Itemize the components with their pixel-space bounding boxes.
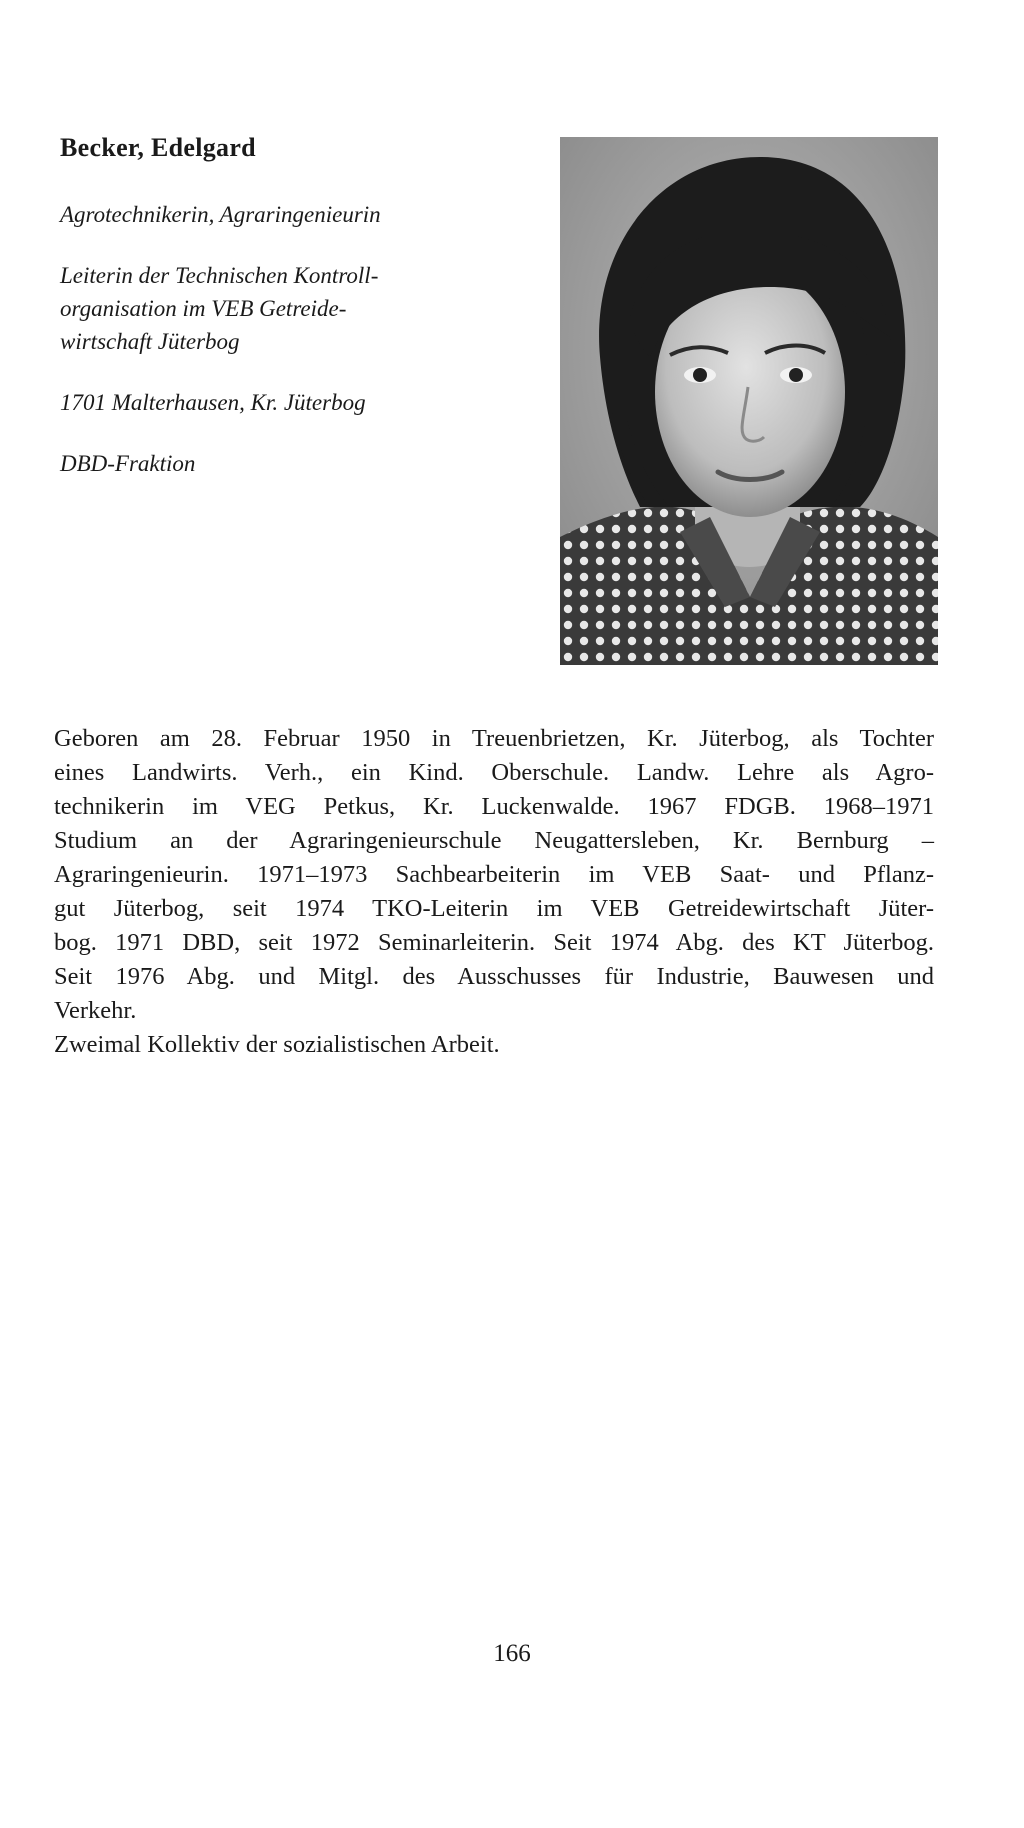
biography xyxy=(54,722,934,1062)
position xyxy=(60,259,530,358)
biography-line: Agraringenieurin. 1971–1973 Sachbearbeiterin im VEB Saat- und Pflanz- xyxy=(54,861,934,888)
biography-line: Geboren am 28. Februar 1950 in Treuenbrietzen, Kr. Jüterbog, als Tochter xyxy=(54,725,934,752)
faction: DBD-Fraktion xyxy=(60,451,196,476)
position-line: organisation im VEB Getreide- xyxy=(60,296,347,321)
biography-line: Verkehr. xyxy=(54,997,137,1024)
biography-line: bog. 1971 DBD, seit 1972 Seminarleiterin. Seit 1974 Abg. des KT Jüterbog. xyxy=(54,929,934,956)
position-line: Leiterin der Technischen Kontroll- xyxy=(60,263,379,288)
page-number: 166 xyxy=(493,1640,531,1667)
biography-line: Studium an der Agraringenieurschule Neugattersleben, Kr. Bernburg – xyxy=(54,827,934,854)
biography-line: Seit 1976 Abg. und Mitgl. des Ausschusses für Industrie, Bauwesen und xyxy=(54,963,934,990)
biography-line: eines Landwirts. Verh., ein Kind. Oberschule. Landw. Lehre als Agro- xyxy=(54,759,934,786)
position-line: wirtschaft Jüterbog xyxy=(60,329,240,354)
address: 1701 Malterhausen, Kr. Jüterbog xyxy=(60,390,366,415)
profession: Agrotechnikerin, Agraringenieurin xyxy=(60,202,381,227)
portrait-image xyxy=(560,137,938,665)
portrait-photo xyxy=(560,137,938,665)
biography-line: gut Jüterbog, seit 1974 TKO-Leiterin im VEB Getreidewirtschaft Jüter- xyxy=(54,895,934,922)
biography-line: technikerin im VEG Petkus, Kr. Luckenwalde. 1967 FDGB. 1968–1971 xyxy=(54,793,934,820)
person-details xyxy=(60,198,530,508)
biography-awards: Zweimal Kollektiv der sozialistischen Arbeit. xyxy=(54,1031,500,1058)
person-name: Becker, Edelgard xyxy=(60,133,256,162)
